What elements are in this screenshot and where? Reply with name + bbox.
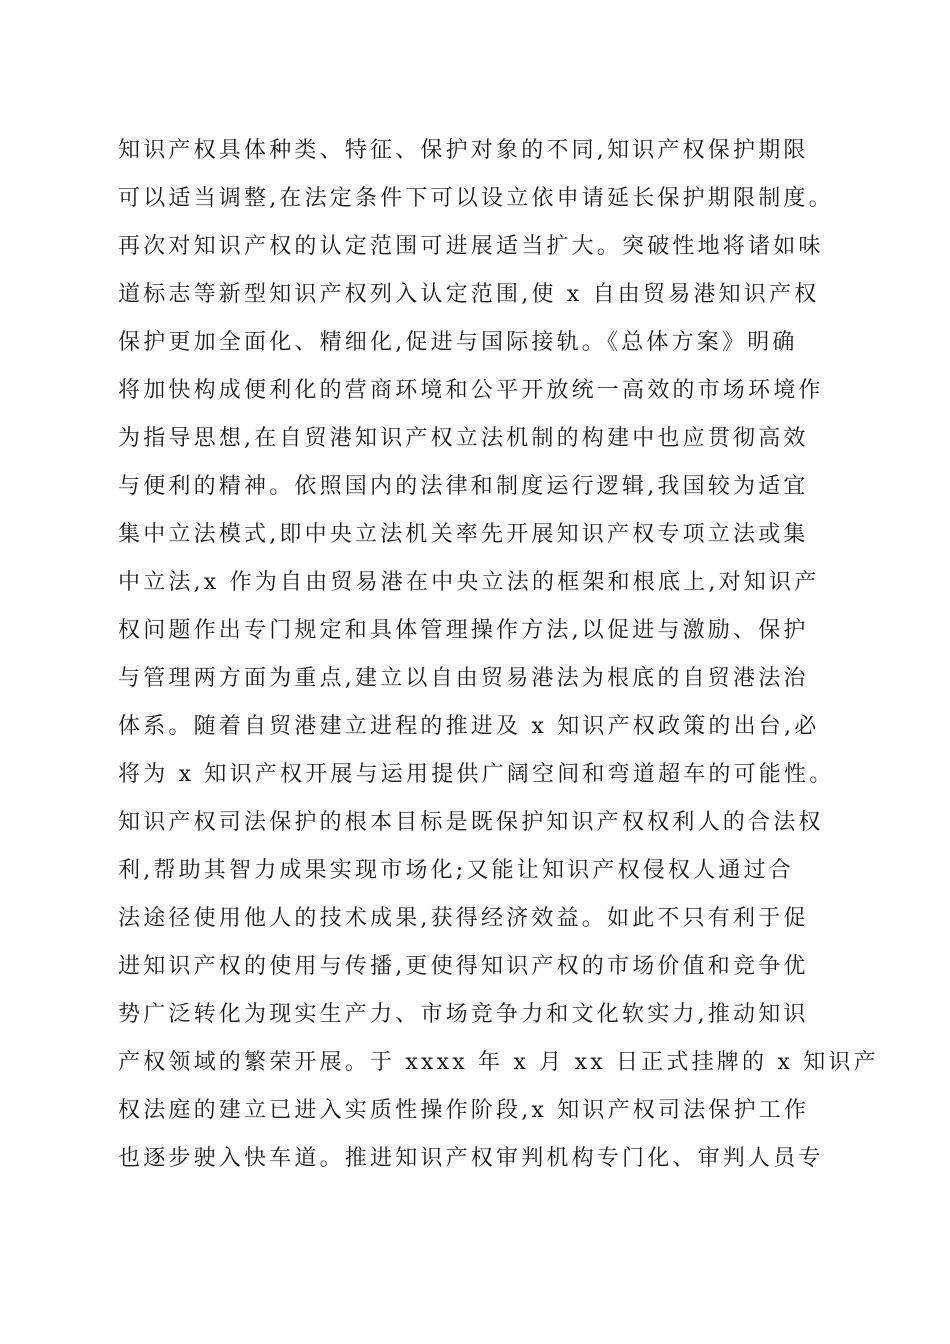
text-line: 将为 x 知识产权开展与运用提供广阔空间和弯道超车的可能性。 xyxy=(118,762,835,787)
text-line: 法途径使用他人的技术成果,获得经济效益。如此不只有利于促 xyxy=(118,906,809,931)
text-line: 利,帮助其智力成果实现市场化;又能让知识产权侵权人通过合 xyxy=(118,858,795,883)
text-line: 产权领域的繁荣开展。于 xxxx 年 x 月 xx 日正式挂牌的 x 知识产 xyxy=(118,1050,879,1075)
text-line: 为指导思想,在自贸港知识产权立法机制的构建中也应贯彻高效 xyxy=(118,426,809,451)
text-line: 再次对知识产权的认定范围可进展适当扩大。突破性地将诸如味 xyxy=(118,234,824,259)
text-line: 可以适当调整,在法定条件下可以设立依申请延长保护期限制度。 xyxy=(118,186,834,211)
text-line: 也逐步驶入快车道。推进知识产权审判机构专门化、审判人员专 xyxy=(118,1146,824,1171)
text-line: 集中立法模式,即中央立法机关率先开展知识产权专项立法或集 xyxy=(118,522,809,547)
body-paragraph xyxy=(118,127,879,1183)
text-line: 与管理两方面为重点,建立以自由贸易港法为根底的自贸港法治 xyxy=(118,666,809,691)
text-line: 权问题作出专门规定和具体管理操作方法,以促进与激励、保护 xyxy=(118,618,809,643)
text-line: 体系。随着自贸港建立进程的推进及 x 知识产权政策的出台,必 xyxy=(118,714,820,739)
text-line: 中立法,x 作为自由贸易港在中央立法的框架和根底上,对知识产 xyxy=(118,570,820,595)
text-line: 将加快构成便利化的营商环境和公平开放统一高效的市场环境作 xyxy=(118,378,824,403)
text-line: 知识产权司法保护的根本目标是既保护知识产权权利人的合法权 xyxy=(118,810,824,835)
text-line: 势广泛转化为现实生产力、市场竞争力和文化软实力,推动知识 xyxy=(118,1002,809,1027)
text-line: 道标志等新型知识产权列入认定范围,使 x 自由贸易港知识产权 xyxy=(118,282,820,307)
text-line: 知识产权具体种类、特征、保护对象的不同,知识产权保护期限 xyxy=(118,138,809,163)
text-line: 保护更加全面化、精细化,促进与国际接轨。《总体方案》明确 xyxy=(118,330,798,355)
text-line: 权法庭的建立已进入实质性操作阶段,x 知识产权司法保护工作 xyxy=(118,1098,810,1123)
text-line: 与便利的精神。依照国内的法律和制度运行逻辑,我国较为适宜 xyxy=(118,474,809,499)
text-line: 进知识产权的使用与传播,更使得知识产权的市场价值和竞争优 xyxy=(118,954,809,979)
